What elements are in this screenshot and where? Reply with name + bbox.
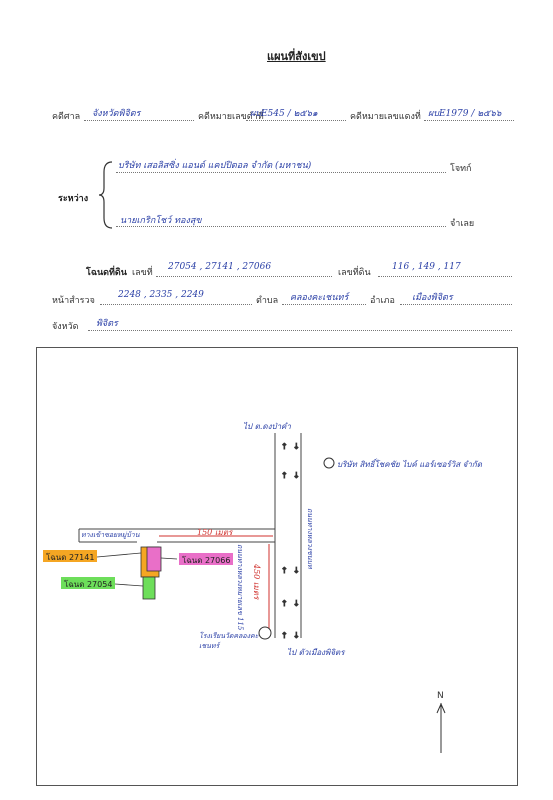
subdistrict-underline (282, 304, 366, 305)
defendant-value: นายเกริกโชว์ ทองสุข (120, 216, 202, 226)
road-name-2: ถนนทางหลวงชนบท (306, 508, 314, 569)
road-name-1: ถนนทางหลวงหมายเลข 115 (236, 544, 244, 631)
province-underline (88, 330, 512, 331)
district-underline (400, 304, 512, 305)
arrow-down-2: ↓ (293, 471, 300, 480)
lane-label: ทางเข้าซอยหมู่บ้าน (81, 531, 140, 539)
arrow-down-5: ↓ (293, 631, 300, 640)
party-brace (98, 160, 114, 230)
arrow-up-5: ↑ (281, 631, 288, 640)
black-case-value: ผบE545 / ๒๕๖๑ (250, 109, 318, 119)
arrow-up-1: ↑ (281, 442, 288, 451)
red-case-underline (424, 120, 514, 121)
subdistrict-label: ตำบล (256, 296, 279, 306)
deed-tag-27066: โฉนด 27066 (182, 556, 231, 565)
plot-27054 (143, 577, 155, 599)
page-title: แผนที่สังเขป (267, 50, 326, 63)
survey-values: 2248 , 2335 , 2249 (118, 290, 204, 300)
landmark-label: โรงเรียนวัดคลองคะเชนทร์ (199, 632, 259, 650)
arrow-down-1: ↓ (293, 442, 300, 451)
company-marker (324, 458, 334, 468)
road-distance: 450 เมตร (252, 564, 261, 600)
land-no-underline (378, 276, 512, 277)
arrow-up-2: ↑ (281, 471, 288, 480)
red-case-value: ผบE1979 / ๒๕๖๖ (428, 109, 502, 119)
map-frame (36, 347, 518, 786)
subdistrict-value: คลองคะเชนทร์ (290, 293, 349, 303)
defendant-label: จำเลย (450, 219, 475, 229)
survey-label: หน้าสำรวจ (52, 296, 95, 306)
black-case-label: คดีหมายเลขดำที่ (198, 112, 264, 122)
plaintiff-value: บริษัท เสอลิสซิ่ง แอนด์ แคปปิตอล จำกัด (มหาชน) (118, 161, 312, 171)
company-label: บริษัท สิทธิ์โชคชัย ไบค์ แอร์เซอร์วิส จำกัด (337, 460, 482, 469)
deed-no-label: เลขที่ (132, 268, 153, 278)
land-no-label: เลขที่ดิน (338, 268, 371, 278)
land-values: 116 , 149 , 117 (392, 262, 461, 272)
lane-distance: 150 เมตร (197, 528, 233, 537)
plot-27066 (147, 547, 161, 571)
arrow-down-3: ↓ (293, 566, 300, 575)
province-value: พิจิตร (96, 319, 118, 329)
between-label: ระหว่าง (58, 194, 89, 204)
survey-underline (100, 304, 252, 305)
red-case-label: คดีหมายเลขแดงที่ (350, 112, 421, 122)
court-value: จังหวัดพิจิตร (92, 109, 141, 119)
road-north-label: ไป ต.ดงป่าคำ (243, 422, 291, 431)
black-case-underline (246, 120, 346, 121)
deed-values: 27054 , 27141 , 27066 (168, 262, 272, 272)
plaintiff-label: โจทก์ (450, 164, 472, 174)
district-value: เมืองพิจิตร (412, 293, 453, 303)
defendant-underline (116, 226, 446, 227)
court-underline (84, 120, 194, 121)
map-canvas (37, 348, 517, 785)
deed-tag-27054: โฉนด 27054 (64, 580, 113, 589)
court-label: คดีศาล (52, 112, 81, 122)
arrow-down-4: ↓ (293, 599, 300, 608)
road-south-label: ไป ตัวเมืองพิจิตร (287, 648, 345, 657)
deed-underline (156, 276, 332, 277)
road-arrows (281, 442, 300, 640)
north-label: N (437, 691, 444, 701)
district-label: อำเภอ (370, 296, 395, 306)
arrow-up-3: ↑ (281, 566, 288, 575)
deed-tag-27141: โฉนด 27141 (46, 553, 95, 562)
plaintiff-underline (116, 172, 446, 173)
province-label: จังหวัด (52, 322, 79, 332)
arrow-up-4: ↑ (281, 599, 288, 608)
deed-label: โฉนดที่ดิน (86, 268, 127, 278)
